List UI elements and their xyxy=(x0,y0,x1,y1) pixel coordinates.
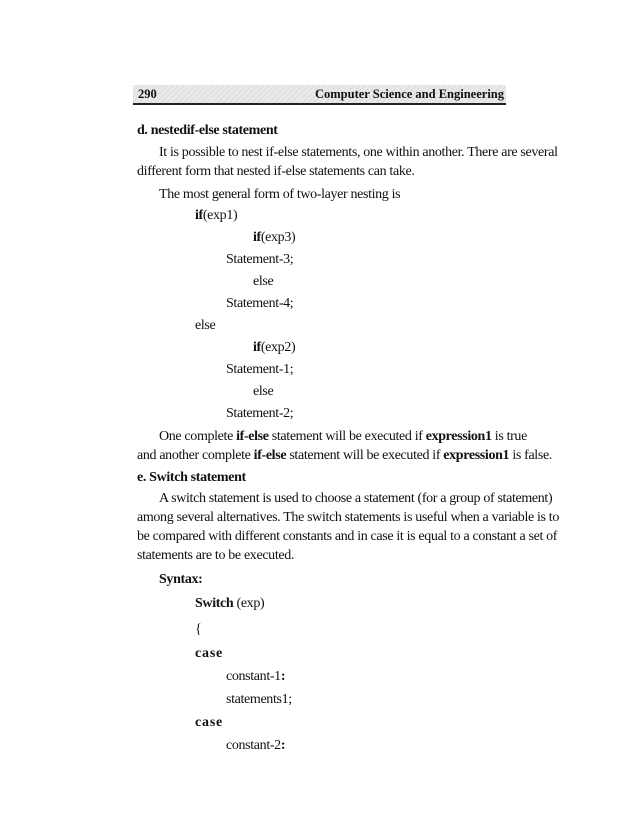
constant-name: constant-1 xyxy=(226,669,281,684)
text-run: statement will be executed if xyxy=(268,429,426,444)
keyword-if: if xyxy=(253,340,261,355)
bold-term: if-else xyxy=(253,448,287,463)
text-run: One complete xyxy=(159,429,237,444)
bold-term: expression1 xyxy=(425,429,492,444)
code-line-if-exp3 xyxy=(253,228,295,247)
syntax-label: Syntax: xyxy=(159,572,203,587)
code-line-case-1: case xyxy=(195,646,224,661)
section-e-line3: be compared with different constants and in case it is equal to a constant a set of xyxy=(137,529,558,544)
page-header xyxy=(133,85,506,105)
bold-term: expression1 xyxy=(443,448,510,463)
text-run: is false. xyxy=(509,448,552,463)
code-arg: (exp1) xyxy=(202,208,238,223)
section-d-para1-line2: different form that nested if-else statements can take. xyxy=(137,164,415,179)
keyword-switch: Switch xyxy=(195,596,234,611)
code-line-statement-2: Statement-2; xyxy=(226,406,294,421)
page-number: 290 xyxy=(138,87,157,101)
section-e-line1: A switch statement is used to choose a statement (for a group of statement) xyxy=(159,491,553,506)
keyword-if: if xyxy=(195,208,203,223)
section-d-para1-line1: It is possible to nest if-else statements, one within another. There are several xyxy=(159,145,558,160)
section-d-para3-line1 xyxy=(159,427,527,446)
code-line-else-inner-2: else xyxy=(253,384,274,399)
code-line-statement-4: Statement-4; xyxy=(226,296,294,311)
section-d-heading: d. nestedif-else statement xyxy=(137,123,278,138)
code-line-switch xyxy=(195,594,264,613)
section-e-heading: e. Switch statement xyxy=(137,470,246,485)
section-e-line2: among several alternatives. The switch statements is useful when a variable is to xyxy=(137,510,559,525)
running-title: Computer Science and Engineering xyxy=(314,87,504,101)
colon: : xyxy=(280,669,286,684)
code-arg: (exp) xyxy=(233,596,265,611)
constant-name: constant-2 xyxy=(226,738,281,753)
code-arg: (exp3) xyxy=(260,230,296,245)
code-line-constant-2 xyxy=(226,736,285,755)
section-d-para2: The most general form of two-layer nesting is xyxy=(159,187,401,202)
text-run: statement will be executed if xyxy=(286,448,444,463)
code-line-statement-1: Statement-1; xyxy=(226,362,294,377)
code-line-else-outer: else xyxy=(195,318,216,333)
text-run: is true xyxy=(491,429,527,444)
section-e-line4: statements are to be executed. xyxy=(137,548,295,563)
code-line-case-2: case xyxy=(195,715,224,730)
section-d-para3-line2 xyxy=(137,446,552,465)
code-arg: (exp2) xyxy=(260,340,296,355)
bold-term: if-else xyxy=(236,429,269,444)
text-run: and another complete xyxy=(137,448,254,463)
code-line-if-exp2 xyxy=(253,338,295,357)
code-line-constant-1 xyxy=(226,667,285,686)
code-line-if-exp1 xyxy=(195,206,237,225)
colon: : xyxy=(280,738,286,753)
code-line-open-brace: { xyxy=(195,622,202,637)
keyword-if: if xyxy=(253,230,261,245)
code-line-else-inner-1: else xyxy=(253,274,274,289)
code-line-statement-3: Statement-3; xyxy=(226,252,294,267)
code-line-statements1: statements1; xyxy=(226,692,292,707)
